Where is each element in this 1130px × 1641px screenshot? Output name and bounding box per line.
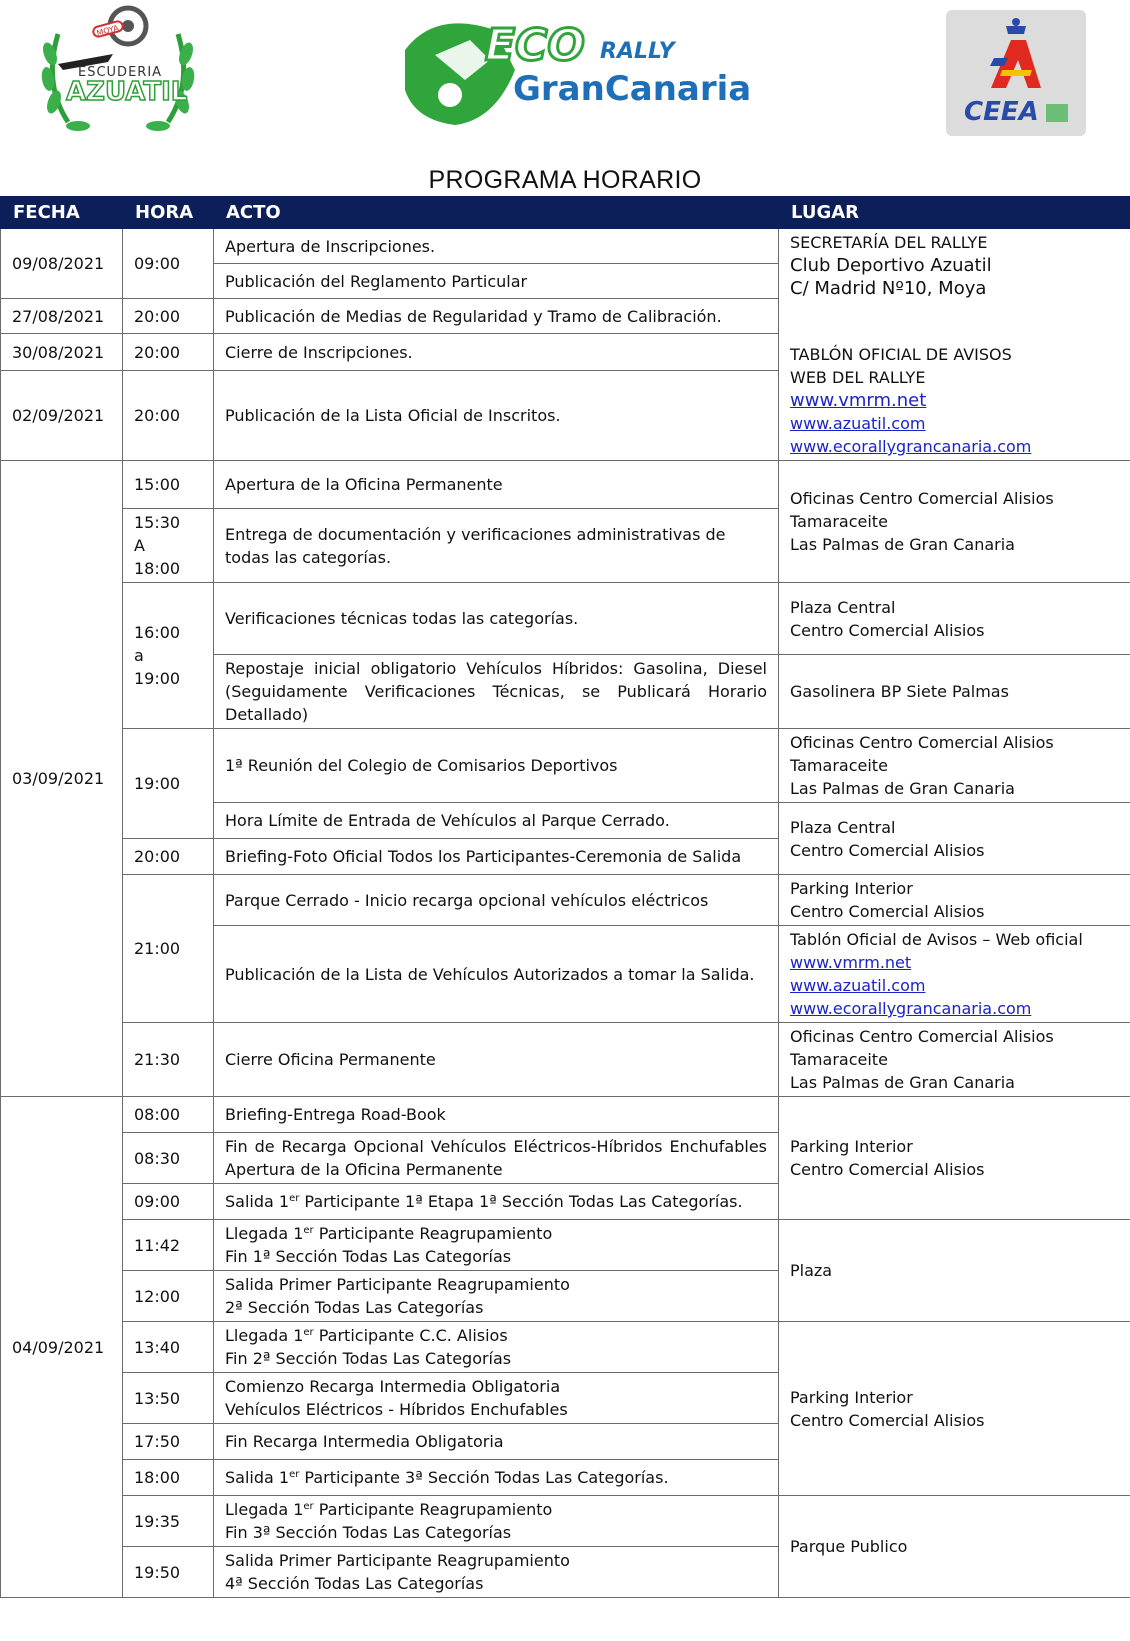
- acto-sup: er: [303, 1327, 314, 1338]
- acto-text: Vehículos Eléctricos - Híbridos Enchufables: [225, 1400, 568, 1419]
- acto-text: Comienzo Recarga Intermedia Obligatoria: [225, 1377, 561, 1396]
- lugar-text: Tamaraceite: [790, 1050, 888, 1069]
- lugar-text: Centro Comercial Alisios: [790, 1160, 985, 1179]
- lugar-cell: [779, 729, 1130, 803]
- acto-cell: [214, 1271, 779, 1322]
- acto-cell: Publicación del Reglamento Particular: [214, 264, 779, 299]
- hora-cell: 08:00: [123, 1097, 214, 1133]
- hora-cell: 15:00: [123, 461, 214, 509]
- fecha-cell: 03/09/2021: [1, 461, 123, 1097]
- acto-text: Fin 2ª Sección Todas Las Categorías: [225, 1349, 512, 1368]
- lugar-text: Plaza Central: [790, 597, 896, 617]
- acto-cell: Publicación de Medias de Regularidad y Tramo de Calibración.: [214, 299, 779, 334]
- lugar-text: WEB DEL RALLYE: [790, 368, 926, 387]
- lugar-text: Club Deportivo Azuatil: [790, 255, 992, 276]
- lugar-text: Centro Comercial Alisios: [790, 1410, 985, 1430]
- hora-cell: 20:00: [123, 371, 214, 461]
- schedule-table: [0, 196, 1130, 1598]
- page-title: PROGRAMA HORARIO: [428, 166, 702, 194]
- lugar-cell: [779, 1097, 1130, 1220]
- table-row: [1, 1220, 1130, 1271]
- lugar-text: Parking Interior: [790, 1387, 913, 1407]
- table-row: [1, 461, 1130, 509]
- acto-text: 4ª Sección Todas Las Categorías: [225, 1574, 484, 1593]
- hora-cell: 20:00: [123, 334, 214, 371]
- hora-cell: 20:00: [123, 839, 214, 875]
- lugar-cell: [779, 875, 1130, 926]
- acto-cell: Fin Recarga Intermedia Obligatoria: [214, 1424, 779, 1460]
- lugar-text: Centro Comercial Alisios: [790, 620, 985, 640]
- lugar-text: Oficinas Centro Comercial Alisios: [790, 1027, 1054, 1046]
- lugar-text: Plaza Central: [790, 817, 896, 837]
- acto-text: Salida 1: [225, 1192, 290, 1211]
- acto-text: Fin 1ª Sección Todas Las Categorías: [225, 1247, 512, 1266]
- table-row: [1, 1097, 1130, 1133]
- acto-cell: Briefing-Foto Oficial Todos los Participantes-Ceremonia de Salida: [214, 839, 779, 875]
- acto-cell: Publicación de la Lista Oficial de Inscritos.: [214, 371, 779, 461]
- logo-gran-canaria: GranCanaria: [513, 69, 752, 109]
- lugar-cell: [779, 1322, 1130, 1496]
- hora-text: A: [134, 536, 145, 555]
- hora-cell: 19:35: [123, 1496, 214, 1547]
- acto-text: Llegada 1: [225, 1326, 304, 1345]
- lugar-text: Centro Comercial Alisios: [790, 840, 985, 860]
- hora-cell: 18:00: [123, 1460, 214, 1496]
- acto-cell: [214, 1322, 779, 1373]
- acto-text: Fin 3ª Sección Todas Las Categorías: [225, 1523, 512, 1542]
- logo-line2: AZUATIL: [66, 77, 188, 107]
- lugar-text: Las Palmas de Gran Canaria: [790, 535, 1015, 554]
- column-header-lugar: LUGAR: [779, 197, 1130, 229]
- acto-text: Participante 3ª Sección Todas Las Categorías.: [299, 1468, 669, 1487]
- hora-cell: 20:00: [123, 299, 214, 334]
- hora-cell: 09:00: [123, 229, 214, 299]
- lugar-text: TABLÓN OFICIAL DE AVISOS: [790, 345, 1012, 364]
- ceea-logo: [946, 10, 1086, 136]
- acto-cell: Fin de Recarga Opcional Vehículos Eléctricos-Híbridos Enchufables Apertura de la Oficina Permanente: [214, 1133, 779, 1184]
- fecha-cell: 04/09/2021: [1, 1097, 123, 1598]
- header: [0, 0, 1130, 160]
- fecha-cell: 09/08/2021: [1, 229, 123, 299]
- escuderia-azuatil-logo: [38, 4, 198, 139]
- lugar-cell: Plaza: [779, 1220, 1130, 1322]
- acto-cell: Publicación de la Lista de Vehículos Autorizados a tomar la Salida.: [214, 926, 779, 1023]
- acto-sup: er: [289, 1469, 300, 1480]
- acto-cell: [214, 1547, 779, 1598]
- acto-text: Participante C.C. Alisios: [313, 1326, 508, 1345]
- lugar-cell: Parque Publico: [779, 1496, 1130, 1598]
- lugar-cell: [779, 803, 1130, 875]
- lugar-text: Centro Comercial Alisios: [790, 902, 985, 921]
- acto-cell: 1ª Reunión del Colegio de Comisarios Deportivos: [214, 729, 779, 803]
- column-header-fecha: FECHA: [1, 197, 123, 229]
- logo-badge: MOYA: [95, 23, 120, 38]
- acto-cell: Briefing-Entrega Road-Book: [214, 1097, 779, 1133]
- hora-cell: 12:00: [123, 1271, 214, 1322]
- lugar-text: Las Palmas de Gran Canaria: [790, 1073, 1015, 1092]
- lugar-text: Tablón Oficial de Avisos – Web oficial: [790, 930, 1083, 949]
- hora-cell: 13:50: [123, 1373, 214, 1424]
- hora-cell: 13:40: [123, 1322, 214, 1373]
- hora-cell: 21:30: [123, 1023, 214, 1097]
- hora-cell: [123, 509, 214, 583]
- acto-cell: [214, 1373, 779, 1424]
- link-azuatil[interactable]: www.azuatil.com: [790, 976, 926, 995]
- lugar-text: Parking Interior: [790, 1137, 913, 1156]
- acto-sup: er: [303, 1225, 314, 1236]
- acto-cell: Cierre Oficina Permanente: [214, 1023, 779, 1097]
- acto-text: Participante 1ª Etapa 1ª Sección Todas Las Categorías.: [299, 1192, 743, 1211]
- hora-cell: 17:50: [123, 1424, 214, 1460]
- acto-cell: [214, 1496, 779, 1547]
- hora-cell: 08:30: [123, 1133, 214, 1184]
- lugar-cell: [779, 583, 1130, 655]
- hora-text: 18:00: [134, 559, 181, 578]
- lugar-text: Oficinas Centro Comercial Alisios: [790, 489, 1054, 508]
- fecha-cell: 02/09/2021: [1, 371, 123, 461]
- link-vmrm[interactable]: www.vmrm.net: [790, 953, 912, 972]
- lugar-cell: Gasolinera BP Siete Palmas: [779, 655, 1130, 729]
- logo-line1: ESCUDERIA: [78, 65, 163, 80]
- acto-cell: [214, 1220, 779, 1271]
- hora-cell: 21:00: [123, 875, 214, 1023]
- logo-eco: ECO: [485, 20, 585, 71]
- acto-cell: Apertura de la Oficina Permanente: [214, 461, 779, 509]
- table-row: [1, 229, 1130, 264]
- hora-cell: 11:42: [123, 1220, 214, 1271]
- acto-sup: er: [289, 1193, 300, 1204]
- lugar-text: C/ Madrid Nº10, Moya: [790, 278, 987, 299]
- table-header-row: [1, 197, 1130, 229]
- lugar-text: Tamaraceite: [790, 756, 888, 775]
- hora-text: 16:00: [134, 623, 181, 642]
- column-header-hora: HORA: [123, 197, 214, 229]
- acto-cell: Parque Cerrado - Inicio recarga opcional vehículos eléctricos: [214, 875, 779, 926]
- table-row: [1, 875, 1130, 926]
- link-azuatil[interactable]: www.azuatil.com: [790, 414, 926, 433]
- lugar-cell: [779, 1023, 1130, 1097]
- hora-cell: 09:00: [123, 1184, 214, 1220]
- acto-cell: Entrega de documentación y verificaciones administrativas de todas las categorías.: [214, 509, 779, 583]
- lugar-cell: [779, 229, 1130, 461]
- fecha-cell: 27/08/2021: [1, 299, 123, 334]
- fecha-cell: 30/08/2021: [1, 334, 123, 371]
- hora-text: a: [134, 646, 144, 665]
- acto-text: Participante Reagrupamiento: [313, 1500, 553, 1519]
- acto-cell: Apertura de Inscripciones.: [214, 229, 779, 264]
- acto-text: Participante Reagrupamiento: [313, 1224, 553, 1243]
- table-row: [1, 729, 1130, 803]
- lugar-text: Oficinas Centro Comercial Alisios: [790, 733, 1054, 752]
- eco-rally-gran-canaria-logo: [395, 10, 765, 140]
- acto-text: Llegada 1: [225, 1500, 304, 1519]
- lugar-cell: [779, 926, 1130, 1023]
- link-vmrm[interactable]: www.vmrm.net: [790, 390, 927, 411]
- acto-text: Salida 1: [225, 1468, 290, 1487]
- hora-cell: 19:50: [123, 1547, 214, 1598]
- acto-cell: Hora Límite de Entrada de Vehículos al Parque Cerrado.: [214, 803, 779, 839]
- acto-cell: Verificaciones técnicas todas las categorías.: [214, 583, 779, 655]
- hora-cell: [123, 583, 214, 729]
- lugar-text: SECRETARÍA DEL RALLYE: [790, 233, 988, 252]
- hora-text: 19:00: [134, 669, 181, 688]
- lugar-text: Tamaraceite: [790, 512, 888, 531]
- link-ecorally[interactable]: www.ecorallygrancanaria.com: [790, 999, 1032, 1018]
- acto-cell: Cierre de Inscripciones.: [214, 334, 779, 371]
- acto-cell: [214, 1184, 779, 1220]
- table-row: [1, 1023, 1130, 1097]
- hora-text: 15:30: [134, 513, 181, 532]
- column-header-acto: ACTO: [214, 197, 779, 229]
- hora-cell: 19:00: [123, 729, 214, 839]
- lugar-cell: [779, 461, 1130, 583]
- table-row: [1, 1496, 1130, 1547]
- acto-text: Salida Primer Participante Reagrupamiento: [225, 1551, 570, 1570]
- acto-text: Salida Primer Participante Reagrupamiento: [225, 1275, 570, 1294]
- logo-rally: RALLY: [600, 39, 675, 64]
- acto-sup: er: [303, 1501, 314, 1512]
- acto-text: 2ª Sección Todas Las Categorías: [225, 1298, 484, 1317]
- logo-ceea-text: CEEA: [964, 97, 1039, 127]
- acto-text: Llegada 1: [225, 1224, 304, 1243]
- acto-cell: Repostaje inicial obligatorio Vehículos Híbridos: Gasolina, Diesel (Seguidamente Verificaciones Técnicas, se Publicará Horario Detallado): [214, 655, 779, 729]
- table-row: [1, 1322, 1130, 1373]
- table-row: [1, 583, 1130, 655]
- acto-cell: [214, 1460, 779, 1496]
- lugar-text: Las Palmas de Gran Canaria: [790, 779, 1015, 798]
- lugar-text: Parking Interior: [790, 879, 913, 898]
- link-ecorally[interactable]: www.ecorallygrancanaria.com: [790, 437, 1032, 456]
